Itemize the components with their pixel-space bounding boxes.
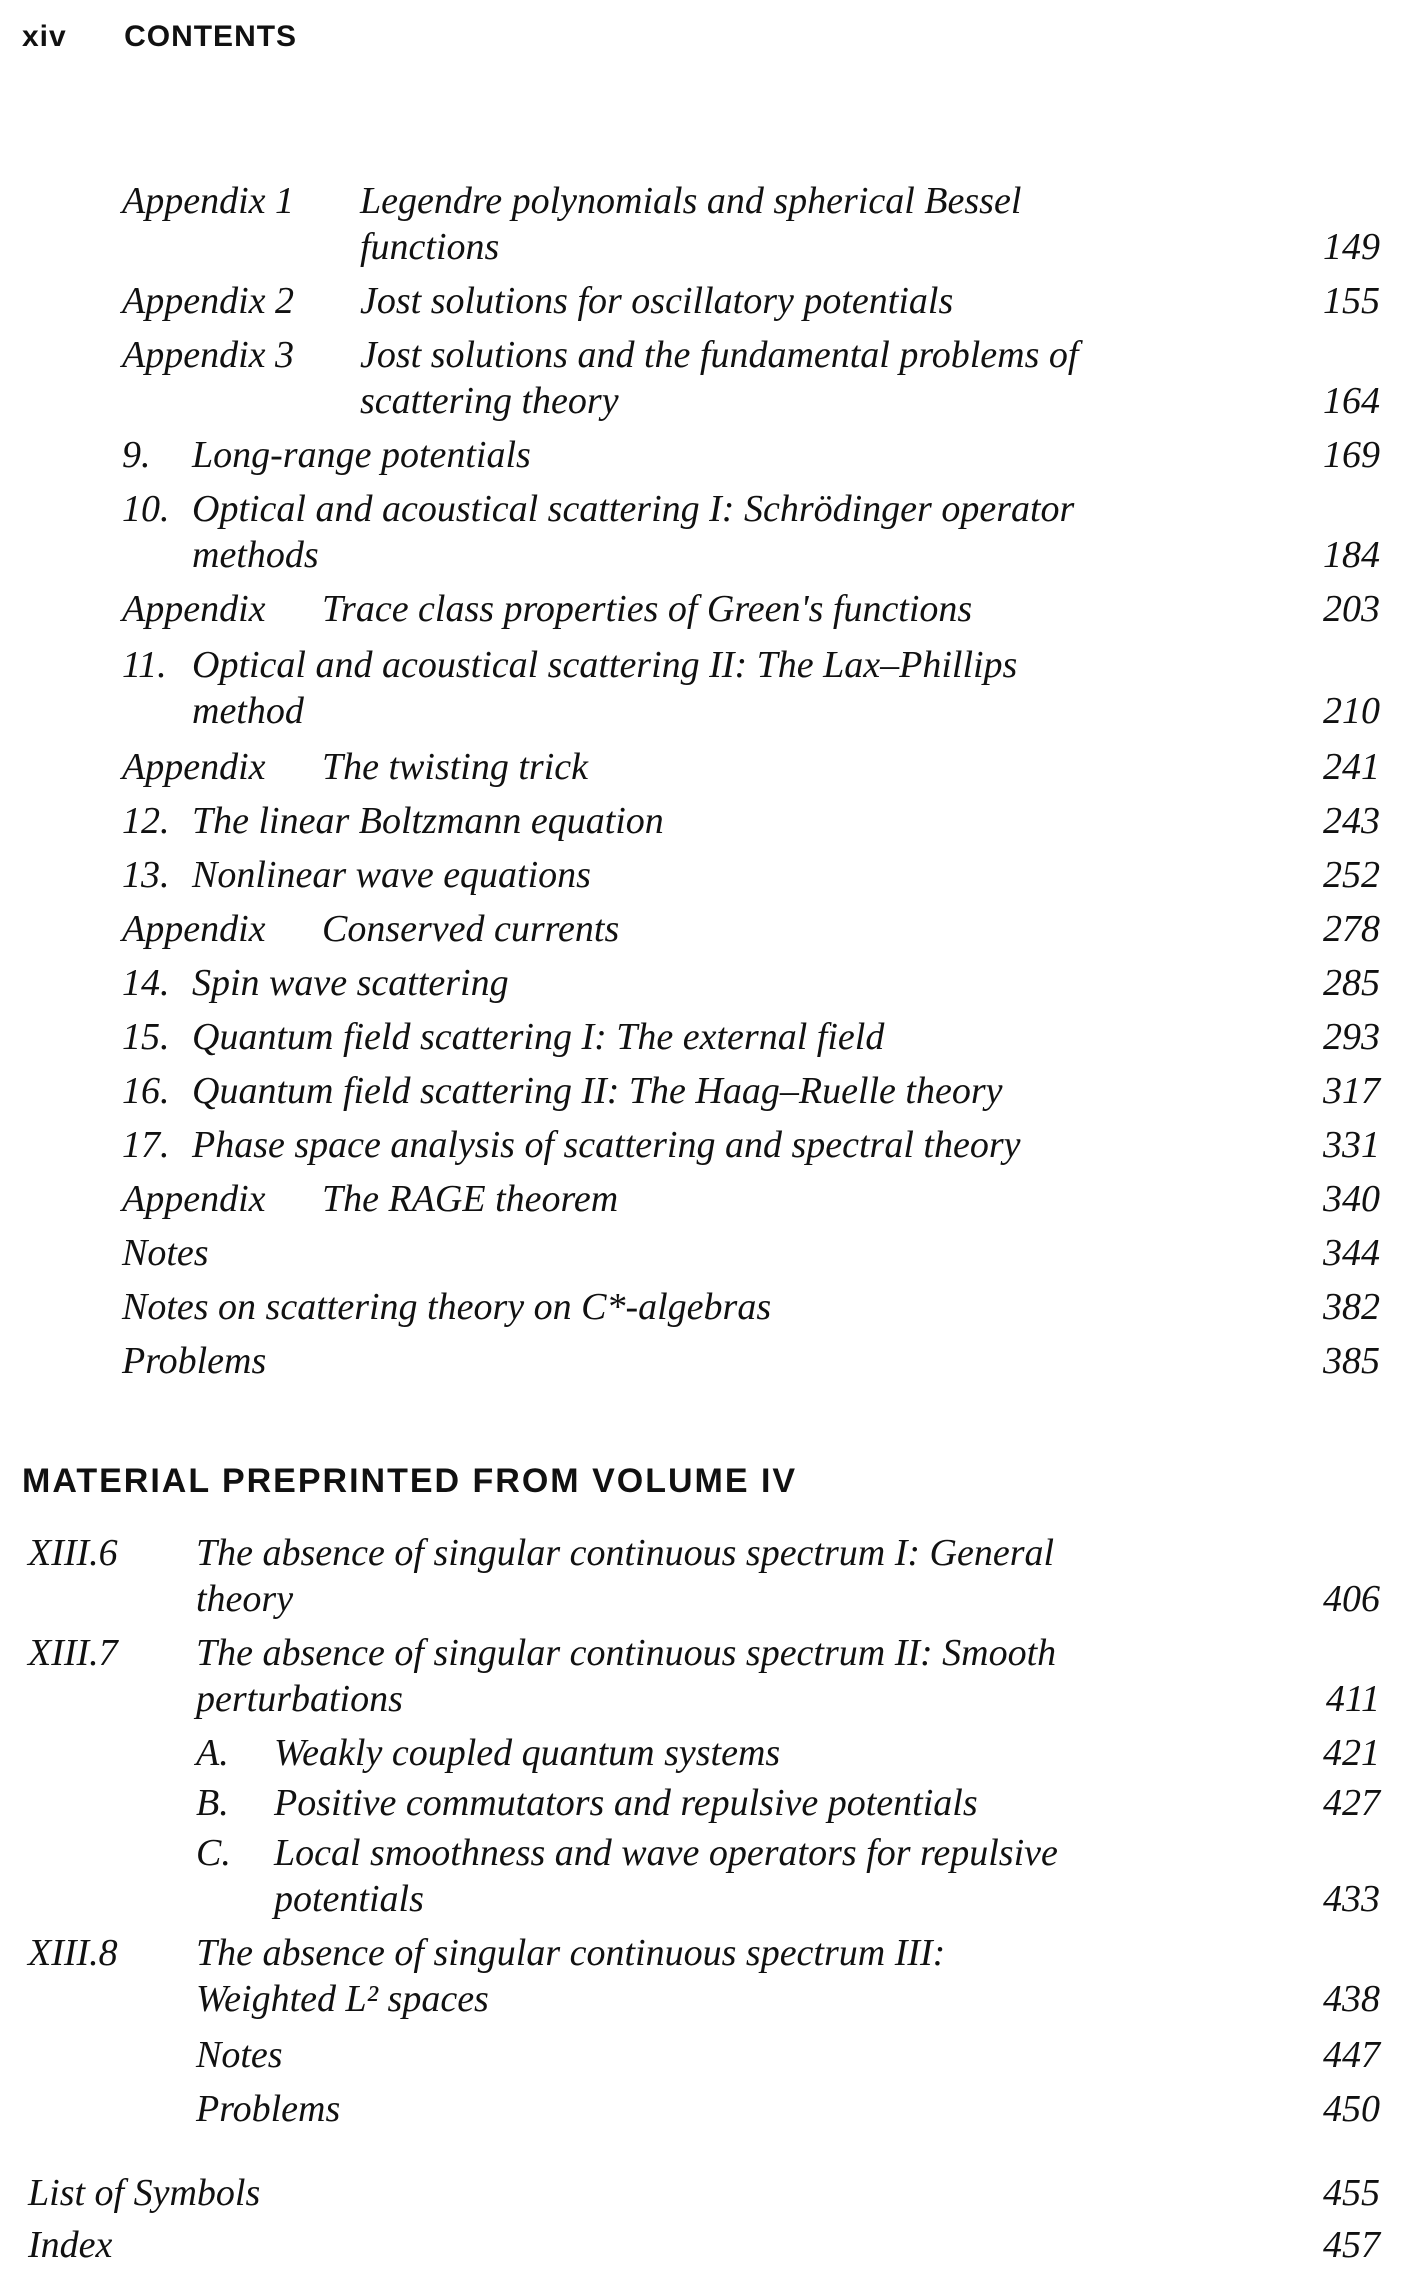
toc-entry-title: The absence of singular continuous spectrum II: Smooth — [196, 1632, 1057, 1674]
toc-entry-label: 15. — [122, 1016, 170, 1058]
toc-entry-title: Weighted L² spaces — [196, 1978, 489, 2020]
toc-entry-page: 433 — [1323, 1878, 1380, 1920]
page-header — [22, 20, 297, 54]
toc-entry-title: Optical and acoustical scattering II: The Lax–Phillips — [192, 644, 1018, 686]
toc-entry-title: The linear Boltzmann equation — [192, 800, 664, 842]
toc-entry-page: 203 — [1323, 588, 1380, 630]
toc-entry-title: Spin wave scattering — [192, 962, 509, 1004]
toc-entry-title: Jost solutions for oscillatory potentials — [360, 280, 954, 322]
toc-entry-page: 241 — [1323, 746, 1380, 788]
toc-entry-title: Weakly coupled quantum systems — [274, 1732, 781, 1774]
toc-entry-title: The absence of singular continuous spectrum I: General — [196, 1532, 1055, 1574]
toc-entry-label: 11. — [122, 644, 167, 686]
section-heading: MATERIAL PREPRINTED FROM VOLUME IV — [22, 1462, 798, 1500]
toc-entry-title: Notes — [196, 2034, 283, 2076]
toc-entry-title: Problems — [122, 1340, 267, 1382]
toc-entry-label: 16. — [122, 1070, 170, 1112]
toc-entry-label: XIII.8 — [28, 1932, 118, 1974]
toc-entry-title: Long-range potentials — [192, 434, 531, 476]
toc-entry-title: functions — [360, 226, 500, 268]
toc-entry-title: List of Symbols — [28, 2172, 261, 2214]
toc-entry-page: 293 — [1323, 1016, 1380, 1058]
toc-entry-label: Appendix — [122, 588, 266, 630]
toc-entry-title: The RAGE theorem — [322, 1178, 619, 1220]
toc-entry-label: B. — [196, 1782, 229, 1824]
toc-entry-page: 331 — [1323, 1124, 1380, 1166]
toc-entry-title: Notes on scattering theory on C*-algebras — [122, 1286, 772, 1328]
toc-entry-label: Appendix 3 — [122, 334, 295, 376]
toc-entry-label: 9. — [122, 434, 151, 476]
toc-entry-page: 385 — [1323, 1340, 1380, 1382]
toc-entry-label: 10. — [122, 488, 170, 530]
toc-entry-page: 447 — [1323, 2034, 1380, 2076]
toc-entry-title: perturbations — [196, 1678, 403, 1720]
toc-entry-label: XIII.6 — [28, 1532, 118, 1574]
toc-entry-page: 438 — [1323, 1978, 1380, 2020]
toc-entry-label: 12. — [122, 800, 170, 842]
header-title: CONTENTS — [124, 20, 298, 53]
toc-entry-title: Legendre polynomials and spherical Bessel — [360, 180, 1022, 222]
toc-entry-page: 169 — [1323, 434, 1380, 476]
toc-entry-label: XIII.7 — [28, 1632, 118, 1674]
toc-entry-title: scattering theory — [360, 380, 619, 422]
toc-entry-page: 411 — [1325, 1678, 1380, 1720]
toc-entry-label: Appendix — [122, 746, 266, 788]
toc-entry-title: method — [192, 690, 304, 732]
toc-entry-page: 164 — [1323, 380, 1380, 422]
toc-entry-page: 340 — [1323, 1178, 1380, 1220]
toc-entry-label: 13. — [122, 854, 170, 896]
toc-entry-page: 278 — [1323, 908, 1380, 950]
toc-entry-title: Trace class properties of Green's functions — [322, 588, 973, 630]
toc-entry-title: Nonlinear wave equations — [192, 854, 591, 896]
toc-entry-page: 455 — [1323, 2172, 1380, 2214]
toc-entry-title: Index — [28, 2224, 113, 2266]
toc-entry-page: 406 — [1323, 1578, 1380, 1620]
toc-entry-page: 427 — [1323, 1782, 1380, 1824]
toc-entry-title: Jost solutions and the fundamental problems of — [360, 334, 1079, 376]
toc-entry-label: A. — [196, 1732, 229, 1774]
toc-entry-page: 344 — [1323, 1232, 1380, 1274]
toc-entry-label: Appendix 2 — [122, 280, 295, 322]
toc-entry-label: Appendix 1 — [122, 180, 295, 222]
toc-entry-label: Appendix — [122, 908, 266, 950]
toc-entry-title: Positive commutators and repulsive potentials — [274, 1782, 978, 1824]
toc-entry-page: 149 — [1323, 226, 1380, 268]
toc-entry-title: theory — [196, 1578, 294, 1620]
toc-entry-page: 243 — [1323, 800, 1380, 842]
toc-entry-page: 155 — [1323, 280, 1380, 322]
toc-entry-title: The twisting trick — [322, 746, 588, 788]
toc-entry-page: 252 — [1323, 854, 1380, 896]
toc-entry-page: 184 — [1323, 534, 1380, 576]
toc-entry-page: 421 — [1323, 1732, 1380, 1774]
toc-entry-label: 17. — [122, 1124, 170, 1166]
toc-entry-title: Local smoothness and wave operators for repulsive — [274, 1832, 1058, 1874]
toc-entry-label: 14. — [122, 962, 170, 1004]
toc-entry-title: Phase space analysis of scattering and spectral theory — [192, 1124, 1021, 1166]
toc-entry-title: Quantum field scattering I: The external field — [192, 1016, 885, 1058]
toc-entry-page: 450 — [1323, 2088, 1380, 2130]
page-number: xiv — [22, 20, 67, 53]
toc-entry-title: The absence of singular continuous spectrum III: — [196, 1932, 946, 1974]
toc-entry-title: Problems — [196, 2088, 341, 2130]
toc-entry-page: 382 — [1323, 1286, 1380, 1328]
toc-entry-title: methods — [192, 534, 319, 576]
toc-entry-title: potentials — [274, 1878, 424, 1920]
toc-entry-page: 285 — [1323, 962, 1380, 1004]
toc-entry-title: Quantum field scattering II: The Haag–Ruelle theory — [192, 1070, 1003, 1112]
toc-entry-title: Conserved currents — [322, 908, 620, 950]
toc-entry-page: 457 — [1323, 2224, 1380, 2266]
toc-entry-label: C. — [196, 1832, 231, 1874]
toc-entry-title: Notes — [122, 1232, 209, 1274]
toc-entry-label: Appendix — [122, 1178, 266, 1220]
toc-entry-page: 210 — [1323, 690, 1380, 732]
toc-entry-title: Optical and acoustical scattering I: Schrödinger operator — [192, 488, 1075, 530]
toc-entry-page: 317 — [1323, 1070, 1380, 1112]
